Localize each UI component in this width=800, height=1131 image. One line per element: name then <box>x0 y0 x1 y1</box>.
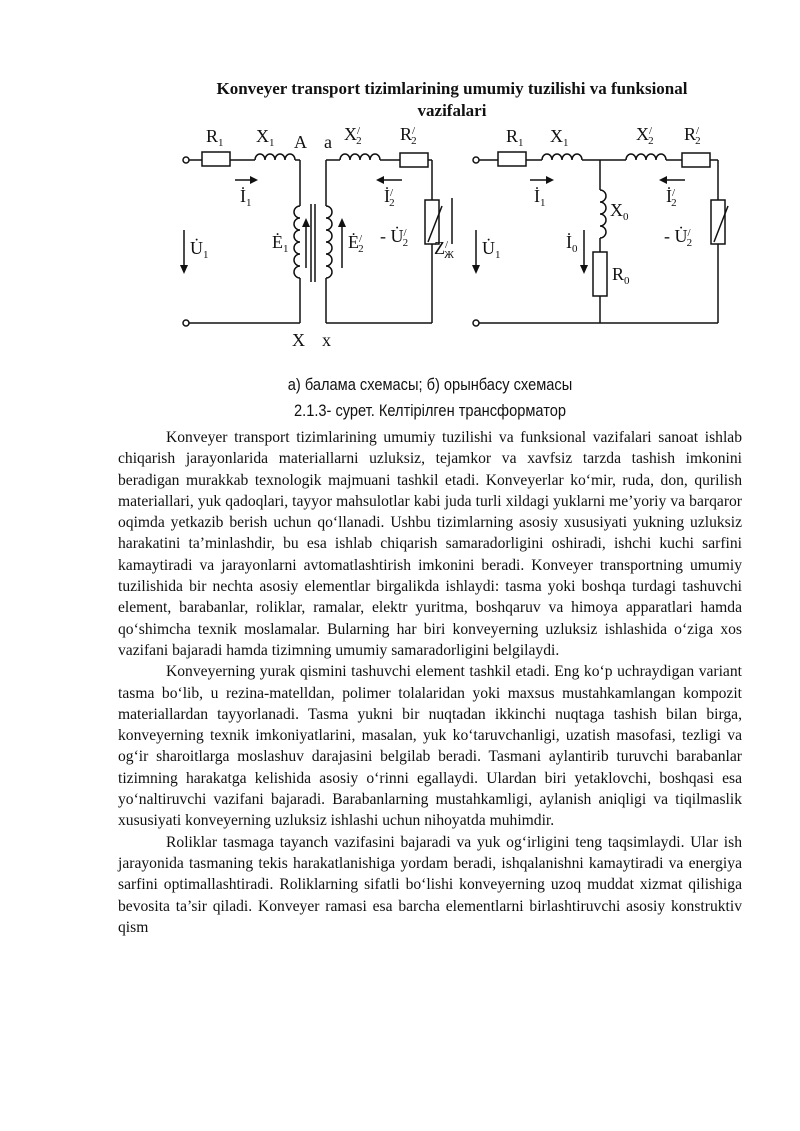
label-i0: $İ_0$ <box>566 232 578 255</box>
label-r0: $R_0$ <box>612 264 630 287</box>
figure-caption-subtitle: а) балама схемасы; б) орынбасу схемасы <box>287 375 573 394</box>
label-e2: Ė/ 2 <box>348 232 364 255</box>
page-title: Konveyer transport tizimlarining umumiy tuzilishi va funksional vazifalari <box>216 79 688 120</box>
label-u2-right: - U̇/ 2 <box>664 226 693 249</box>
label-u2-left: - U̇/ 2 <box>380 226 409 249</box>
label-u1-left: $U̇_1$ <box>190 238 209 261</box>
label-x1-right: $X_1$ <box>550 126 569 149</box>
label-e1: $Ė_1$ <box>272 232 289 255</box>
label-r1-right: $R_1$ <box>506 126 524 149</box>
paragraph: Konveyer transport tizimlarining umumiy tuzilishi va funksional vazifalari sanoat ishlab chiqarish jarayonlarida materiallarni uzluksiz, tejamkor va xavfsiz tarzda tashish imkonini beradigan murakkab texnologik majmuani tashkil etadi. Konveyerlar ko‘mir, ruda, don, qurilish materiallari, yuk qadoqlari, tayyor mahsulotlar kabi juda turli xildagi yuklarni me’yoriy va barqaror oqimda yetkazib berish uchun qo‘llanadi. Ushbu tizimlarning asosiy xususiyati yukning uzluksiz harakatini ta’minlashdir, bu esa ishlab chiqarish samaradorligini oshiradi, ishchi kuchi sarfini kamaytiradi va jarayonlarni avtomatlashtirish imkonini beradi. Konveyer transportning umumiy tuzilishida bir nechta asosiy elementlar birgalikda ishlaydi: tasma yoki boshqa turdagi tashuvchi element, barabanlar, roliklar, ramalar, elektr yuritma, boshqaruv va himoya apparatlari hamda qo‘shimcha texnik moslamalar. Bularning har biri konveyerning uzluksiz ishlashida o‘ziga xos vazifani bajaradi hamda tizimning umumiy samaradorligini belgilaydi. <box>118 429 742 659</box>
body-text <box>118 427 742 938</box>
label-r2-right: R/ 2 <box>684 124 701 147</box>
label-terminal-x: x <box>322 330 331 350</box>
paragraph: Roliklar tasmaga tayanch vazifasini bajaradi va yuk og‘irligini teng taqsimlaydi. Ular ish jarayonida tasmaning tekis harakatlanishiga yordam beradi, ishqalanishni kamaytiradi va energiya sarfini optimallashtiradi. Roliklarning sifatli bo‘lishi konveyerning uzoq muddat xizmat qilishiga bevosita ta’sir qiladi. Konveyer ramasi esa barcha elementlarni birlashtiruvchi asosiy konstruktiv qism <box>118 833 742 936</box>
label-terminal-A: A <box>294 132 307 152</box>
label-zh: Z/ Ж <box>434 238 454 261</box>
circuit-diagrams <box>170 118 730 378</box>
label-u1-right: $U̇_1$ <box>482 238 501 261</box>
label-x2-right: X/ 2 <box>636 124 654 147</box>
label-i1-right: $İ_1$ <box>534 186 546 209</box>
label-i2-right: İ/ 2 <box>666 186 677 209</box>
label-terminal-a: a <box>324 132 332 152</box>
label-x2-left: X/ 2 <box>344 124 362 147</box>
figure-caption-title: 2.1.3- сурет. Келтірілген трансформатор <box>293 401 567 420</box>
label-terminal-X: X <box>292 330 305 350</box>
label-i1-left: $İ_1$ <box>240 186 252 209</box>
paragraph: Konveyerning yurak qismini tashuvchi element tashkil etadi. Eng ko‘p uchraydigan variant tasma bo‘lib, u rezina-matelldan, polimer tolalaridan yoki maxsus mustahkamlangan kompozit materiallardan tayyorlanadi. Tasma yukni bir nuqtadan ikkinchi nuqtaga tashish bilan birga, konveyerning texnik imkoniyatlarini, masalan, yuk ko‘taruvchanligi, uzatish masofasi, tezligi va og‘ir sharoitlarga moslashuv darajasini belgilab beradi. Tasmani aylantirib turuvchi barabanlar tizimning harakatga kelishida asosiy o‘rinni egallaydi. Ulardan biri yetaklovchi, boshqasi esa yo‘naltiruvchi vazifani bajaradi. Barabanlarning mustahkamligi, aylanish aniqligi va tiqilmaslik xususiyati konveyerning uzluksiz ishlashi uchun nihoyatda muhimdir. <box>118 663 742 830</box>
label-r1-left: $R_1$ <box>206 126 224 149</box>
label-x0: $X_0$ <box>610 200 629 223</box>
label-x1-left: $X_1$ <box>256 126 275 149</box>
label-r2-left: R/ 2 <box>400 124 417 147</box>
transformer-circuit-figure <box>170 118 730 378</box>
label-i2-left: İ/ 2 <box>384 186 395 209</box>
